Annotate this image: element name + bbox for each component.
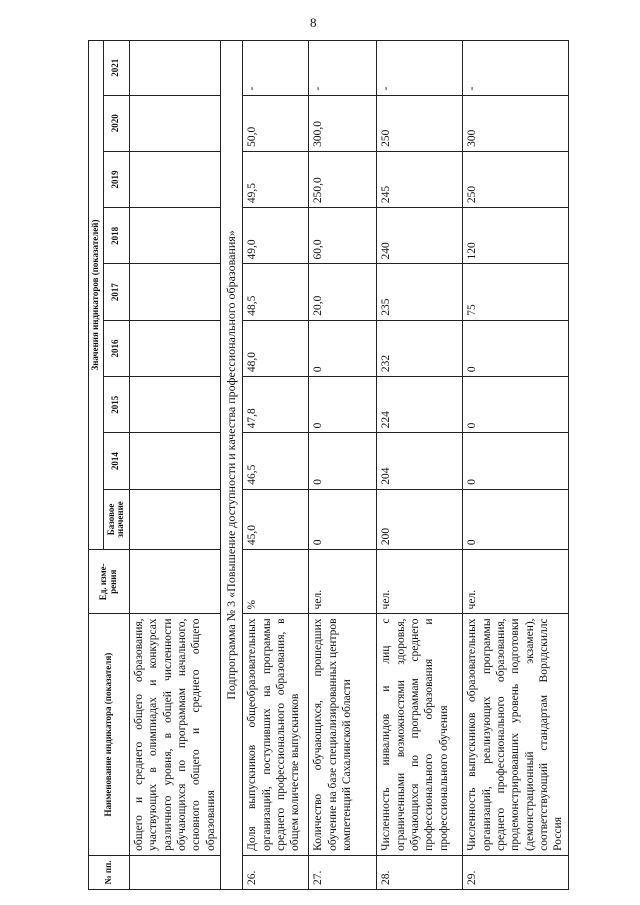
row-value: 47,8: [243, 377, 309, 433]
continuation-name: общего и среднего общего образования, участвующих в олимпиадах и конкурсах различного уровня, в общей численности обучающихся по программам начального, основного общего и среднего общего образования: [129, 614, 220, 855]
row-value: 49,5: [243, 151, 309, 207]
row-value: 300,0: [309, 95, 377, 151]
header-unit: Ед. изме- рения: [89, 550, 130, 614]
row-value: 250,0: [309, 151, 377, 207]
header-year: 2021: [103, 41, 129, 96]
row-name: Количество обучающихся, прошедших обучение на базе специализированных центров компетенций Сахалинской области: [309, 614, 377, 855]
row-value: 0: [463, 320, 569, 376]
row-name: Доля выпускников общеобразовательных организаций, поступивших на программы среднего профессионального образования, в общем количестве выпускников: [243, 614, 309, 855]
row-value: 0: [309, 377, 377, 433]
row-num: 27.: [309, 855, 377, 889]
header-year: 2020: [103, 95, 129, 151]
rotated-table-container: [88, 40, 565, 890]
row-num: 28.: [377, 855, 463, 889]
header-values-group: Значения индикаторов (показателей): [89, 41, 104, 550]
header-year: 2016: [103, 320, 129, 376]
table-row: [243, 41, 309, 890]
row-value: 250: [377, 95, 463, 151]
row-unit: чел.: [463, 550, 569, 614]
row-value: 49,0: [243, 208, 309, 264]
section-row: [221, 41, 243, 890]
row-name: Численность инвалидов и лиц с ограниченными возможностями здоровья, обучающихся по программам среднего профессионального образования и профессионального обучения: [377, 614, 463, 855]
row-num: 26.: [243, 855, 309, 889]
row-value: 235: [377, 264, 463, 320]
row-unit: чел.: [377, 550, 463, 614]
row-value: 48,5: [243, 264, 309, 320]
table-row: [309, 41, 377, 890]
row-value: -: [377, 41, 463, 96]
page-number: 8: [310, 15, 317, 30]
row-unit: %: [243, 550, 309, 614]
table-row: [463, 41, 569, 890]
row-value: 224: [377, 377, 463, 433]
row-base: 0: [463, 489, 569, 549]
row-base: 0: [309, 489, 377, 549]
header-name: Наименование индикатора (показателя): [89, 614, 130, 855]
row-base: 200: [377, 489, 463, 549]
row-value: 50,0: [243, 95, 309, 151]
row-value: 250: [463, 151, 569, 207]
row-value: 46,5: [243, 433, 309, 489]
row-value: 0: [463, 433, 569, 489]
rotated-page-content: [88, 40, 565, 890]
row-name: Численность выпускников образовательных организаций, реализующих программы среднего профессионального образования, продемонстрировавших уровень подготовки (демонстрационный экзамен), соответствующий стандартам Ворлдскиллс Россия: [463, 614, 569, 855]
row-value: 120: [463, 208, 569, 264]
row-value: 232: [377, 320, 463, 376]
row-value: 75: [463, 264, 569, 320]
indicators-table: [88, 40, 569, 890]
table-row: [377, 41, 463, 890]
row-value: 240: [377, 208, 463, 264]
row-value: 300: [463, 95, 569, 151]
header-year: 2014: [103, 433, 129, 489]
row-unit: чел.: [309, 550, 377, 614]
row-value: -: [463, 41, 569, 96]
header-year: 2017: [103, 264, 129, 320]
row-base: 45,0: [243, 489, 309, 549]
row-num: 29.: [463, 855, 569, 889]
row-value: 0: [463, 377, 569, 433]
header-year: 2019: [103, 151, 129, 207]
row-value: 204: [377, 433, 463, 489]
row-value: 245: [377, 151, 463, 207]
section-title: Подпрограмма № 3 «Повышение доступности и качества профессионального образования»: [221, 41, 243, 890]
header-year: 2015: [103, 377, 129, 433]
row-value: -: [243, 41, 309, 96]
header-year: 2018: [103, 208, 129, 264]
header-num: № пп.: [89, 855, 130, 889]
row-value: -: [309, 41, 377, 96]
row-value: 60,0: [309, 208, 377, 264]
header-base: Базовое значение: [103, 489, 129, 549]
row-value: 20,0: [309, 264, 377, 320]
row-value: 0: [309, 433, 377, 489]
row-value: 48,0: [243, 320, 309, 376]
row-value: 0: [309, 320, 377, 376]
header-row-group: [89, 41, 104, 890]
continuation-row: [129, 41, 220, 890]
